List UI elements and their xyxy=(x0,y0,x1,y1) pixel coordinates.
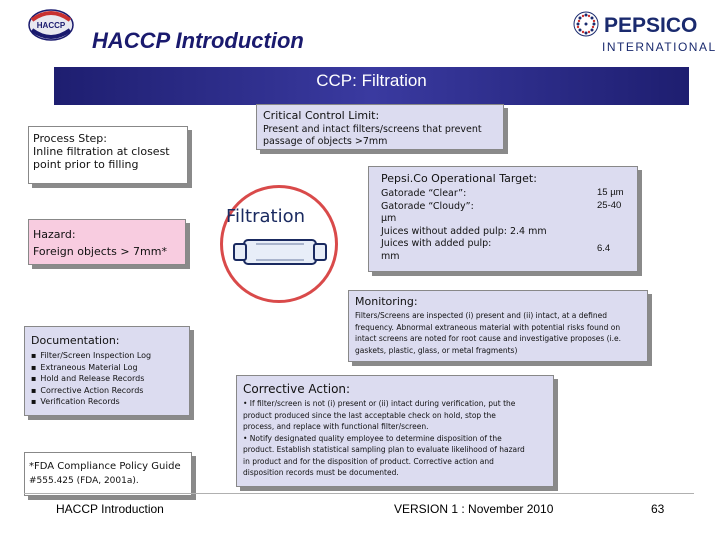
pepsico-globe-icon xyxy=(572,10,600,38)
target-line-1: Gatorade “Clear”: xyxy=(381,188,467,199)
banner xyxy=(54,67,689,105)
monitoring-line-1: Filters/Screens are inspected (i) present and (ii) intact, at a defined xyxy=(355,311,607,320)
documentation-box xyxy=(24,326,190,416)
documentation-list xyxy=(31,350,183,408)
target-line-4: Juices without added pulp: 2.4 mm xyxy=(381,225,547,237)
target-line-5: Juices with added pulp: xyxy=(381,238,492,249)
critical-limit-line1: Present and intact filters/screens that prevent xyxy=(263,124,482,135)
list-item: ▪ Extraneous Material Log xyxy=(31,362,183,374)
fda-note-line2: #555.425 (FDA, 2001a). xyxy=(29,476,139,486)
list-item: ▪ Corrective Action Records xyxy=(31,385,183,397)
fda-note-box xyxy=(24,452,192,496)
critical-limit-line2: passage of objects >7mm xyxy=(263,136,388,147)
target-heading: Pepsi.Co Operational Target: xyxy=(381,172,537,185)
target-line-2: Gatorade “Cloudy”: xyxy=(381,200,474,212)
target-box xyxy=(368,166,638,272)
corrective-line-6: in product and for the disposition of product. Corrective action and xyxy=(243,456,494,466)
target-value-clear: 15 µm xyxy=(597,187,624,198)
inline-filter-icon xyxy=(230,232,330,272)
svg-text:HACCP: HACCP xyxy=(36,21,66,30)
process-step-line2: point prior to filling xyxy=(33,158,139,171)
corrective-line-3: process, and replace with functional filter/screen. xyxy=(243,422,429,431)
corrective-line-2: product produced since the last acceptable check on hold, stop the xyxy=(243,410,496,420)
monitoring-line-2: frequency. Abnormal extraneous material with potential risks found on xyxy=(355,322,621,332)
list-item: ▪ Filter/Screen Inspection Log xyxy=(31,350,183,362)
corrective-line-4: • Notify designated quality employee to determine disposition of the xyxy=(243,433,502,443)
critical-limit-heading: Critical Control Limit: xyxy=(263,109,380,122)
corrective-line-5: product. Establish statistical sampling plan to evaluate likelihood of hazard xyxy=(243,445,525,454)
hazard-heading: Hazard: xyxy=(33,228,76,241)
footer-divider xyxy=(24,493,694,494)
corrective-heading: Corrective Action: xyxy=(243,382,351,396)
monitoring-box xyxy=(348,290,648,362)
process-step-line1: Inline filtration at closest xyxy=(33,145,170,158)
target-value-pulp: 6.4 xyxy=(597,243,611,254)
haccp-globe-logo-icon xyxy=(26,8,76,42)
brand-subtitle: INTERNATIONAL xyxy=(602,40,717,54)
list-item: ▪ Verification Records xyxy=(31,396,183,408)
target-line-6: mm xyxy=(381,250,400,262)
page-number: 63 xyxy=(651,502,665,516)
footer-version: VERSION 1 : November 2010 xyxy=(394,502,554,516)
target-value-cloudy: 25-40 xyxy=(597,200,622,211)
banner-title: CCP: Filtration xyxy=(316,71,427,90)
monitoring-line-3: intact screens are noted for root cause and investigative proposes (i.e. xyxy=(355,334,622,343)
process-step-heading: Process Step: xyxy=(33,132,107,145)
footer-left: HACCP Introduction xyxy=(56,502,164,516)
critical-limit-box xyxy=(256,104,504,150)
fda-note-line1: *FDA Compliance Policy Guide xyxy=(29,461,181,472)
brand-name: PEPSICO xyxy=(604,14,698,37)
monitoring-heading: Monitoring: xyxy=(355,295,418,308)
hazard-text: Foreign objects > 7mm* xyxy=(33,245,167,258)
hazard-box xyxy=(28,219,186,265)
documentation-heading: Documentation: xyxy=(31,334,120,347)
corrective-line-7: disposition records must be documented. xyxy=(243,468,399,477)
process-step-box xyxy=(28,126,188,184)
target-line-3: µm xyxy=(381,213,397,224)
page-title: HACCP Introduction xyxy=(92,28,304,53)
corrective-box xyxy=(236,375,554,487)
monitoring-line-4: gaskets, plastic, glass, or metal fragments) xyxy=(355,345,518,355)
list-item: ▪ Hold and Release Records xyxy=(31,373,183,385)
filtration-label: Filtration xyxy=(226,206,306,227)
corrective-line-1: • If filter/screen is not (i) present or (ii) intact during verification, put the xyxy=(243,399,516,408)
